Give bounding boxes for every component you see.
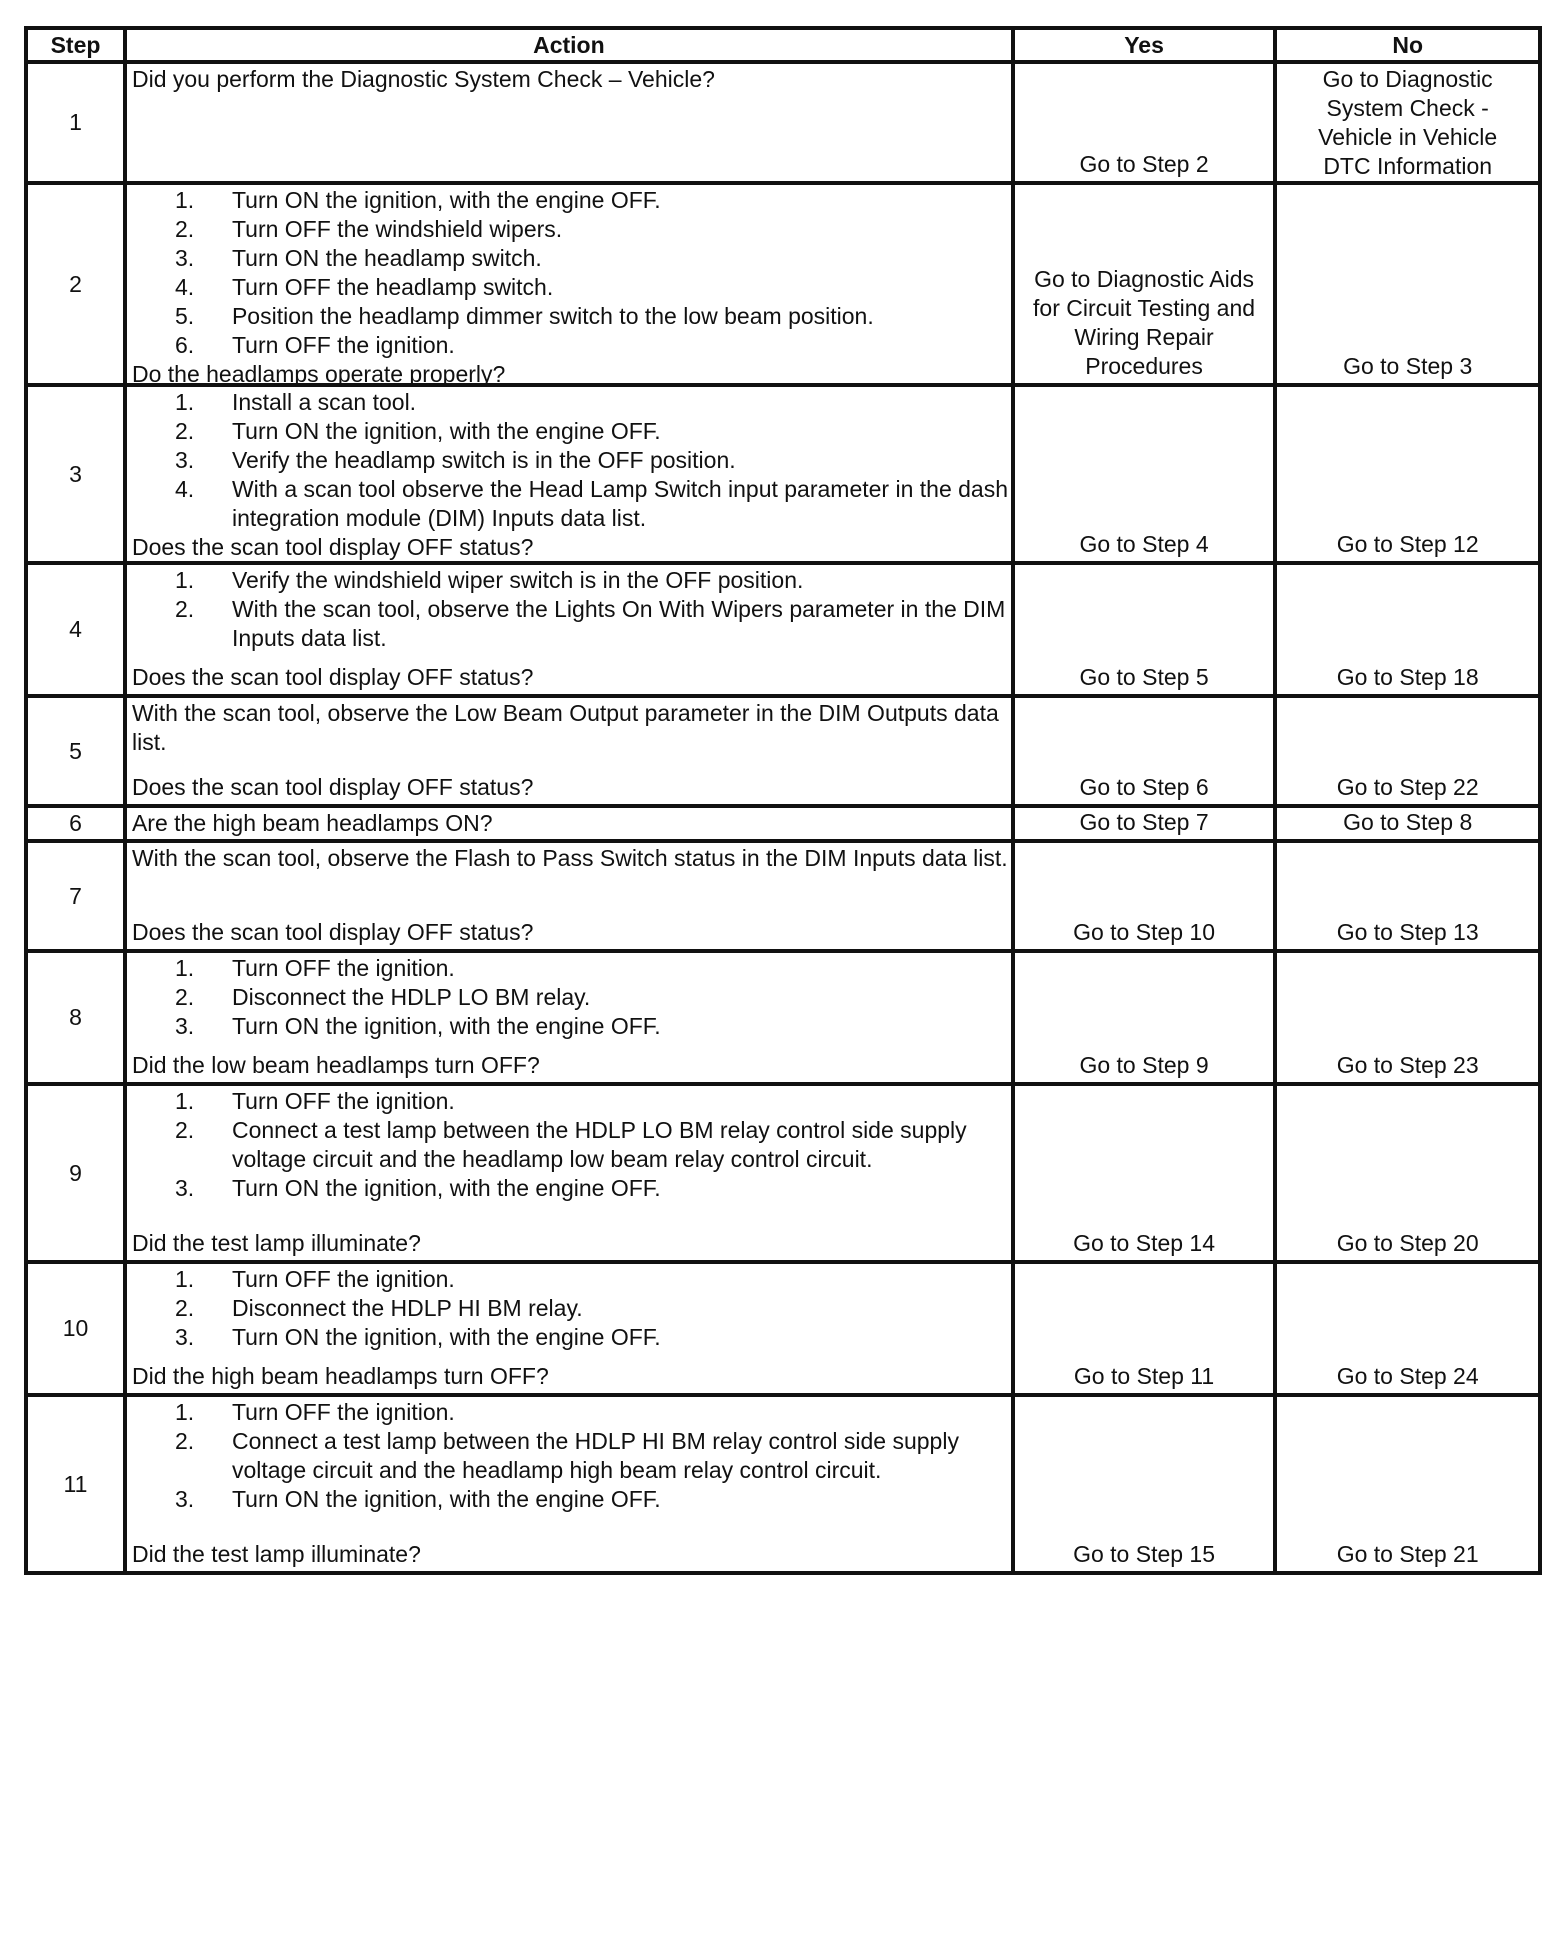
header-no: No — [1275, 28, 1540, 62]
action-cell — [125, 951, 1013, 1084]
action-question: Does the scan tool display OFF status? — [131, 919, 534, 945]
table-row — [26, 62, 1540, 183]
no-result: Go to Step 8 — [1275, 806, 1540, 841]
action-cell — [125, 563, 1013, 696]
action-question: Does the scan tool display OFF status? — [131, 774, 534, 800]
action-content — [132, 1398, 1011, 1569]
action-question: Did the test lamp illuminate? — [131, 1230, 421, 1256]
action-step-item: With a scan tool observe the Head Lamp Switch input parameter in the dash integration module (DIM) Inputs data list. — [231, 476, 1009, 531]
action-instructions — [132, 1265, 1011, 1352]
yes-result: Go to Step 10 — [1013, 841, 1276, 951]
action-step-item: Position the headlamp dimmer switch to the low beam position. — [231, 303, 874, 329]
header-step: Step — [26, 28, 125, 62]
step-number: 8 — [26, 951, 125, 1084]
table-row — [26, 951, 1540, 1084]
action-instructions — [132, 388, 1011, 533]
no-result: Go to Step 22 — [1275, 696, 1540, 806]
action-step-item: Turn ON the ignition, with the engine OFF. — [231, 1324, 661, 1350]
yes-result: Go to Step 11 — [1013, 1262, 1276, 1395]
action-step-item: Turn OFF the ignition. — [231, 1088, 455, 1114]
yes-result: Go to Step 7 — [1013, 806, 1276, 841]
action-question: Does the scan tool display OFF status? — [131, 534, 534, 560]
step-number: 4 — [26, 563, 125, 696]
action-content — [132, 566, 1011, 692]
table-row — [26, 183, 1540, 385]
action-step-item: Turn OFF the windshield wipers. — [231, 216, 563, 242]
yes-result: Go to Step 2 — [1013, 62, 1276, 183]
table-row — [26, 841, 1540, 951]
action-question: Does the scan tool display OFF status? — [131, 664, 534, 690]
action-content — [132, 1265, 1011, 1391]
yes-result: Go to Step 4 — [1013, 385, 1276, 563]
header-yes: Yes — [1013, 28, 1276, 62]
action-intro-text: Did you perform the Diagnostic System Check – Vehicle? — [131, 66, 715, 92]
action-step-item: Turn ON the ignition, with the engine OFF. — [231, 1486, 661, 1512]
no-result: Go to Step 24 — [1275, 1262, 1540, 1395]
action-step-item: Turn OFF the headlamp switch. — [231, 274, 554, 300]
action-question: Do the headlamps operate properly? — [131, 361, 506, 387]
action-content — [132, 809, 1011, 834]
action-steps-list — [132, 1087, 1011, 1203]
action-cell — [125, 806, 1013, 841]
action-step-item: Turn ON the ignition, with the engine OFF. — [231, 187, 661, 213]
action-intro-text: With the scan tool, observe the Low Beam Output parameter in the DIM Outputs data list. — [131, 700, 999, 755]
table-row — [26, 1084, 1540, 1262]
diagnostic-table-page — [24, 26, 1542, 1575]
action-question: Did the test lamp illuminate? — [131, 1541, 421, 1567]
action-content — [131, 186, 1011, 387]
action-question: Did the high beam headlamps turn OFF? — [131, 1363, 549, 1389]
yes-result: Go to Diagnostic Aids for Circuit Testing and Wiring Repair Procedures — [1013, 183, 1276, 385]
step-number: 11 — [26, 1395, 125, 1573]
action-cell — [125, 696, 1013, 806]
action-step-item: Verify the windshield wiper switch is in the OFF position. — [231, 567, 804, 593]
action-step-item: Disconnect the HDLP LO BM relay. — [231, 984, 591, 1010]
action-step-item: Turn OFF the ignition. — [231, 332, 455, 358]
yes-result: Go to Step 15 — [1013, 1395, 1276, 1573]
no-result: Go to Step 21 — [1275, 1395, 1540, 1573]
action-step-item: Turn ON the ignition, with the engine OFF. — [231, 1175, 661, 1201]
no-result: Go to Step 3 — [1275, 183, 1540, 385]
step-number: 10 — [26, 1262, 125, 1395]
action-steps-list — [132, 954, 1011, 1041]
action-intro-text: With the scan tool, observe the Flash to Pass Switch status in the DIM Inputs data list. — [131, 845, 1008, 871]
action-cell — [125, 385, 1013, 563]
step-number: 5 — [26, 696, 125, 806]
action-step-item: Turn ON the ignition, with the engine OFF. — [231, 418, 661, 444]
no-result: Go to Step 23 — [1275, 951, 1540, 1084]
table-row — [26, 385, 1540, 563]
step-number: 6 — [26, 806, 125, 841]
action-steps-list — [132, 1265, 1011, 1352]
action-step-item: Turn ON the ignition, with the engine OFF. — [231, 1013, 661, 1039]
action-instructions — [132, 186, 1011, 360]
action-content — [132, 699, 1011, 802]
table-row — [26, 563, 1540, 696]
table-row — [26, 1262, 1540, 1395]
action-content — [132, 65, 1011, 156]
action-step-item: Turn OFF the ignition. — [231, 1266, 455, 1292]
action-step-item: With the scan tool, observe the Lights On With Wipers parameter in the DIM Inputs data list. — [231, 596, 1006, 651]
action-step-item: Connect a test lamp between the HDLP LO BM relay control side supply voltage circuit and the headlamp low beam relay control circuit. — [231, 1117, 967, 1172]
action-cell — [125, 841, 1013, 951]
action-steps-list — [132, 1398, 1011, 1514]
header-action: Action — [125, 28, 1013, 62]
action-instructions — [132, 844, 1011, 873]
action-content — [132, 954, 1011, 1080]
table-row — [26, 806, 1540, 841]
action-step-item: Connect a test lamp between the HDLP HI BM relay control side supply voltage circuit and the headlamp high beam relay control circuit. — [231, 1428, 959, 1483]
yes-result: Go to Step 14 — [1013, 1084, 1276, 1262]
table-row — [26, 696, 1540, 806]
diagnostic-steps-table — [24, 26, 1542, 1575]
no-result: Go to Step 18 — [1275, 563, 1540, 696]
yes-result: Go to Step 5 — [1013, 563, 1276, 696]
table-header-row — [26, 28, 1540, 62]
action-cell — [125, 1395, 1013, 1573]
no-result: Go to Step 13 — [1275, 841, 1540, 951]
step-number: 3 — [26, 385, 125, 563]
action-steps-list — [132, 566, 1011, 653]
action-step-item: Turn OFF the ignition. — [231, 1399, 455, 1425]
action-cell — [125, 1084, 1013, 1262]
action-cell — [125, 1262, 1013, 1395]
action-question: Did the low beam headlamps turn OFF? — [131, 1052, 540, 1078]
action-steps-list — [132, 388, 1011, 533]
action-content — [132, 1087, 1011, 1258]
action-instructions — [132, 1087, 1011, 1203]
action-instructions — [132, 1398, 1011, 1514]
action-cell — [125, 183, 1013, 385]
action-step-item: Install a scan tool. — [231, 389, 417, 415]
step-number: 2 — [26, 183, 125, 385]
action-instructions — [132, 65, 1011, 94]
action-content — [132, 844, 1011, 947]
action-steps-list — [132, 186, 1011, 360]
no-result: Go to Diagnostic System Check - Vehicle in Vehicle DTC Information — [1275, 62, 1540, 183]
action-step-item: Disconnect the HDLP HI BM relay. — [231, 1295, 583, 1321]
no-result: Go to Step 20 — [1275, 1084, 1540, 1262]
action-instructions — [132, 954, 1011, 1041]
action-instructions — [132, 699, 1011, 757]
action-instructions — [132, 809, 1011, 838]
action-instructions — [132, 566, 1011, 653]
yes-result: Go to Step 9 — [1013, 951, 1276, 1084]
step-number: 9 — [26, 1084, 125, 1262]
action-step-item: Turn OFF the ignition. — [231, 955, 455, 981]
action-intro-text: Are the high beam headlamps ON? — [131, 810, 493, 836]
action-step-item: Verify the headlamp switch is in the OFF position. — [231, 447, 736, 473]
step-number: 7 — [26, 841, 125, 951]
table-row — [26, 1395, 1540, 1573]
no-result: Go to Step 12 — [1275, 385, 1540, 563]
action-step-item: Turn ON the headlamp switch. — [231, 245, 542, 271]
yes-result: Go to Step 6 — [1013, 696, 1276, 806]
step-number: 1 — [26, 62, 125, 183]
table-body — [26, 62, 1540, 1573]
action-content — [132, 388, 1011, 559]
action-cell — [125, 62, 1013, 183]
